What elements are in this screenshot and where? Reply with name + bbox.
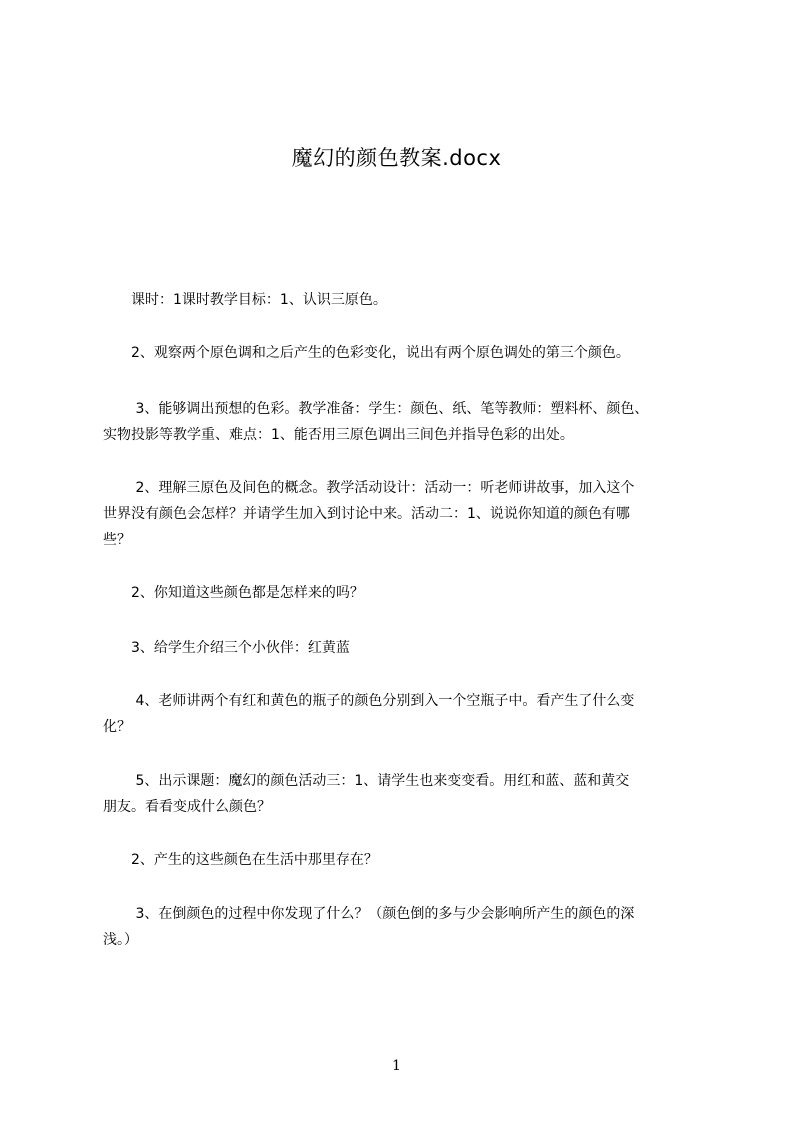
paragraph-line: 世界没有颜色会怎样？并请学生加入到讨论中来。活动二：1、说说你知道的颜色有哪 (103, 506, 630, 522)
paragraph-line: 化？ (103, 719, 131, 735)
paragraph-3 (103, 396, 713, 448)
paragraph-line: 实物投影等教学重、难点：1、能否用三原色调出三间色并指导色彩的出处。 (103, 427, 574, 443)
page-number: 1 (392, 1058, 401, 1074)
paragraph-line: 些？ (103, 532, 131, 548)
paragraph-1 (103, 287, 713, 313)
paragraph-line: 5、出示课题：魔幻的颜色活动三：1、请学生也来变变看。用红和蓝、蓝和黄交 (103, 773, 630, 789)
paragraph-line: 2、观察两个原色调和之后产生的色彩变化，说出有两个原色调处的第三个颜色。 (103, 345, 630, 361)
paragraph-5 (103, 580, 713, 606)
paragraph-4 (103, 475, 713, 553)
paragraph-9 (103, 847, 713, 873)
paragraph-7 (103, 688, 713, 740)
paragraph-line: 3、能够调出预想的色彩。教学准备：学生：颜色、纸、笔等教师：塑料杯、颜色、 (103, 401, 649, 417)
paragraph-line: 4、老师讲两个有红和黄色的瓶子的颜色分别到入一个空瓶子中。看产生了什么变 (103, 693, 635, 709)
paragraph-line: 2、你知道这些颜色都是怎样来的吗？ (103, 585, 364, 601)
paragraph-6 (103, 635, 713, 661)
paragraph-line: 浅。） (103, 932, 138, 948)
paragraph-line: 3、给学生介绍三个小伙伴：红黄蓝 (103, 640, 350, 656)
document-title: 魔幻的颜色教案.docx (291, 146, 502, 170)
paragraph-2 (103, 340, 713, 366)
paragraph-line: 课时：1课时教学目标：1、认识三原色。 (103, 292, 387, 308)
paragraph-line: 朋友。看看变成什么颜色？ (103, 799, 271, 815)
paragraph-8 (103, 768, 713, 820)
paragraph-10 (103, 901, 713, 953)
paragraph-line: 2、理解三原色及间色的概念。教学活动设计：活动一：听老师讲故事，加入这个 (103, 480, 635, 496)
paragraph-line: 2、产生的这些颜色在生活中那里存在？ (103, 852, 378, 868)
paragraph-line: 3、在倒颜色的过程中你发现了什么？（颜色倒的多与少会影响所产生的颜色的深 (103, 906, 635, 922)
